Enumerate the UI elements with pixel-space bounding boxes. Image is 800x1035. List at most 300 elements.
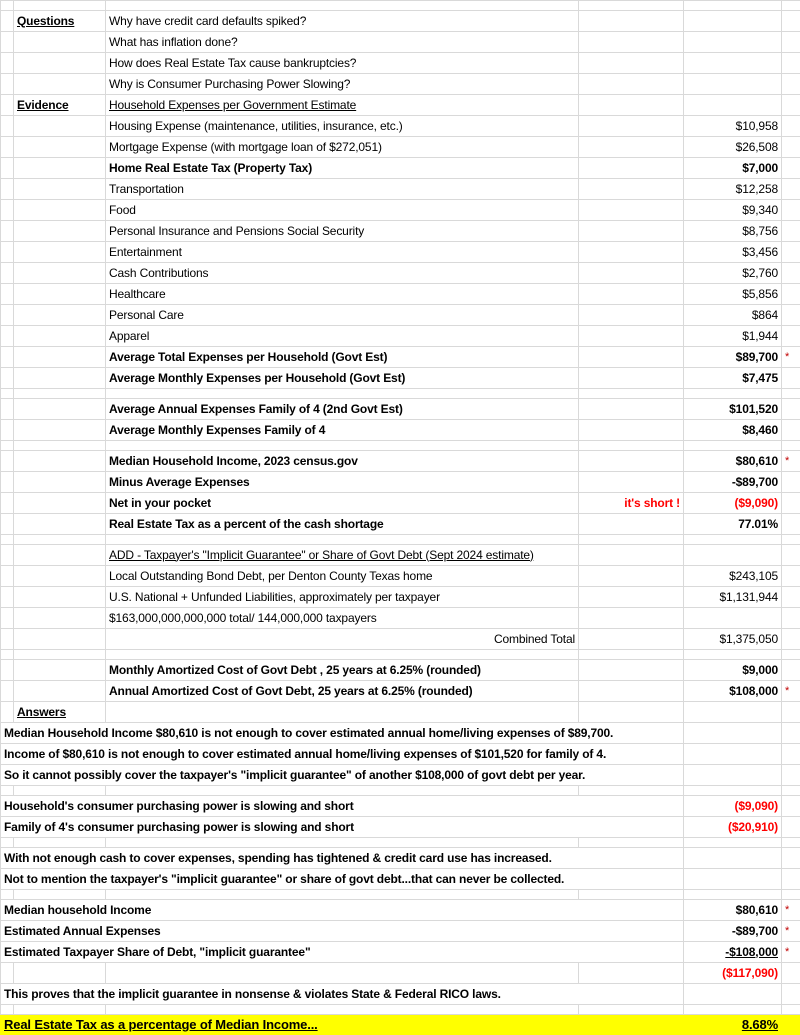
empty-cell[interactable]	[106, 441, 579, 451]
expense-label[interactable]: Cash Contributions	[106, 263, 579, 284]
empty-cell[interactable]	[1, 326, 14, 347]
empty-cell[interactable]	[684, 535, 782, 545]
empty-cell[interactable]	[1, 242, 14, 263]
empty-cell[interactable]	[782, 53, 800, 74]
empty-cell[interactable]	[1, 545, 14, 566]
empty-cell[interactable]	[782, 11, 800, 32]
empty-cell[interactable]	[579, 702, 684, 723]
empty-cell[interactable]	[782, 242, 800, 263]
question-text[interactable]: What has inflation done?	[106, 32, 579, 53]
empty-cell[interactable]	[684, 53, 782, 74]
empty-cell[interactable]	[579, 200, 684, 221]
empty-cell[interactable]	[782, 1015, 800, 1035]
empty-cell[interactable]	[782, 765, 800, 786]
empty-cell[interactable]	[106, 535, 579, 545]
empty-cell[interactable]	[14, 441, 106, 451]
empty-cell[interactable]	[1, 681, 14, 702]
empty-cell[interactable]	[684, 11, 782, 32]
summary-value[interactable]: $80,610	[684, 451, 782, 472]
empty-cell[interactable]	[14, 890, 106, 900]
conclusion-text[interactable]: This proves that the implicit guarantee in nonsense & violates State & Federal RICO laws.	[1, 984, 684, 1005]
empty-cell[interactable]	[579, 242, 684, 263]
empty-cell[interactable]	[14, 838, 106, 848]
empty-cell[interactable]	[782, 848, 800, 869]
empty-cell[interactable]	[1, 566, 14, 587]
empty-cell[interactable]	[782, 74, 800, 95]
empty-cell[interactable]	[579, 263, 684, 284]
spacer-row	[1, 890, 800, 900]
empty-cell[interactable]	[579, 1005, 684, 1015]
empty-cell[interactable]	[782, 221, 800, 242]
empty-cell[interactable]	[579, 284, 684, 305]
shortfall-value[interactable]: ($9,090)	[684, 493, 782, 514]
empty-cell[interactable]	[579, 179, 684, 200]
expense-row	[1, 221, 800, 242]
answer-text[interactable]: Median Household Income $80,610 is not enough to cover estimated annual home/living expenses of $89,700.	[1, 723, 684, 744]
empty-cell[interactable]	[1, 116, 14, 137]
empty-cell[interactable]	[579, 399, 684, 420]
empty-cell[interactable]	[782, 179, 800, 200]
empty-cell[interactable]	[684, 1005, 782, 1015]
summary-label[interactable]: Estimated Taxpayer Share of Debt, "implicit guarantee"	[1, 942, 684, 963]
section-label-questions[interactable]: Questions	[14, 11, 106, 32]
summary-label[interactable]: Average Annual Expenses Family of 4 (2nd Govt Est)	[106, 399, 579, 420]
empty-cell[interactable]	[1, 200, 14, 221]
empty-cell[interactable]	[579, 221, 684, 242]
empty-cell[interactable]	[782, 545, 800, 566]
empty-cell[interactable]	[1, 1, 14, 11]
empty-cell[interactable]	[579, 535, 684, 545]
expense-label[interactable]: Entertainment	[106, 242, 579, 263]
expense-value[interactable]: $7,000	[684, 158, 782, 179]
empty-cell[interactable]	[14, 650, 106, 660]
expense-label[interactable]: Healthcare	[106, 284, 579, 305]
empty-cell[interactable]	[782, 158, 800, 179]
asterisk-note[interactable]: *	[782, 900, 800, 921]
empty-cell[interactable]	[684, 984, 782, 1005]
empty-cell[interactable]	[14, 629, 106, 650]
summary-value[interactable]: $7,475	[684, 368, 782, 389]
empty-cell[interactable]	[579, 963, 684, 984]
summary-value[interactable]: 77.01%	[684, 514, 782, 535]
empty-cell[interactable]	[1, 32, 14, 53]
empty-cell[interactable]	[782, 890, 800, 900]
empty-cell[interactable]	[684, 545, 782, 566]
expense-value[interactable]: $2,760	[684, 263, 782, 284]
question-row	[1, 74, 800, 95]
empty-cell[interactable]	[1, 587, 14, 608]
empty-cell[interactable]	[1, 284, 14, 305]
asterisk-note[interactable]: *	[782, 921, 800, 942]
debt-label[interactable]: U.S. National + Unfunded Liabilities, approximately per taxpayer	[106, 587, 579, 608]
empty-cell[interactable]	[14, 53, 106, 74]
empty-cell[interactable]	[14, 32, 106, 53]
expense-value[interactable]: $1,944	[684, 326, 782, 347]
empty-cell[interactable]	[684, 765, 782, 786]
empty-cell[interactable]	[782, 566, 800, 587]
empty-cell[interactable]	[106, 963, 579, 984]
summary-value[interactable]: -$89,700	[684, 921, 782, 942]
summary-label[interactable]: Average Total Expenses per Household (Govt Est)	[106, 347, 579, 368]
empty-cell[interactable]	[14, 326, 106, 347]
empty-cell[interactable]	[14, 347, 106, 368]
empty-cell[interactable]	[1, 74, 14, 95]
empty-cell[interactable]	[579, 116, 684, 137]
empty-cell[interactable]	[14, 587, 106, 608]
empty-cell[interactable]	[14, 472, 106, 493]
expense-value[interactable]: $9,340	[684, 200, 782, 221]
empty-cell[interactable]	[782, 744, 800, 765]
empty-cell[interactable]	[684, 890, 782, 900]
empty-cell[interactable]	[579, 514, 684, 535]
empty-cell[interactable]	[782, 1005, 800, 1015]
empty-cell[interactable]	[782, 32, 800, 53]
empty-cell[interactable]	[579, 347, 684, 368]
empty-cell[interactable]	[782, 514, 800, 535]
summary-label[interactable]: Real Estate Tax as a percent of the cash shortage	[106, 514, 579, 535]
empty-cell[interactable]	[579, 451, 684, 472]
empty-cell[interactable]	[14, 284, 106, 305]
empty-cell[interactable]	[579, 389, 684, 399]
expense-label[interactable]: Home Real Estate Tax (Property Tax)	[106, 158, 579, 179]
empty-cell[interactable]	[782, 587, 800, 608]
empty-cell[interactable]	[14, 566, 106, 587]
expense-label[interactable]: Mortgage Expense (with mortgage loan of $272,051)	[106, 137, 579, 158]
debt-label[interactable]: $163,000,000,000,000 total/ 144,000,000 taxpayers	[106, 608, 579, 629]
empty-cell[interactable]	[782, 869, 800, 890]
empty-cell[interactable]	[579, 158, 684, 179]
empty-cell[interactable]	[782, 389, 800, 399]
empty-cell[interactable]	[106, 838, 579, 848]
empty-cell[interactable]	[106, 389, 579, 399]
income-row	[1, 472, 800, 493]
empty-cell[interactable]	[684, 869, 782, 890]
empty-cell[interactable]	[1, 389, 14, 399]
empty-cell[interactable]	[684, 1, 782, 11]
empty-cell[interactable]	[1, 890, 14, 900]
empty-cell[interactable]	[1, 1005, 14, 1015]
combined-total-label[interactable]: Combined Total	[106, 629, 579, 650]
empty-cell[interactable]	[14, 660, 106, 681]
summary-label[interactable]: Estimated Annual Expenses	[1, 921, 684, 942]
asterisk-note[interactable]: *	[782, 681, 800, 702]
empty-cell[interactable]	[14, 681, 106, 702]
asterisk-note[interactable]: *	[782, 942, 800, 963]
spacer-row	[1, 1005, 800, 1015]
empty-cell[interactable]	[782, 817, 800, 838]
empty-cell[interactable]	[14, 200, 106, 221]
note-row	[1, 869, 800, 890]
summary-value[interactable]: $101,520	[684, 399, 782, 420]
empty-cell[interactable]	[684, 723, 782, 744]
empty-cell[interactable]	[1, 53, 14, 74]
empty-cell[interactable]	[106, 890, 579, 900]
debt-row	[1, 629, 800, 650]
section-label-evidence[interactable]: Evidence	[14, 95, 106, 116]
empty-cell[interactable]	[782, 441, 800, 451]
shortfall-value[interactable]: ($20,910)	[684, 817, 782, 838]
empty-cell[interactable]	[684, 74, 782, 95]
empty-cell[interactable]	[14, 451, 106, 472]
empty-cell[interactable]	[14, 493, 106, 514]
expense-value[interactable]: $26,508	[684, 137, 782, 158]
empty-cell[interactable]	[579, 95, 684, 116]
answer-text[interactable]: Family of 4's consumer purchasing power is slowing and short	[1, 817, 684, 838]
empty-cell[interactable]	[1, 451, 14, 472]
asterisk-note[interactable]: *	[782, 451, 800, 472]
expense-label[interactable]: Personal Insurance and Pensions Social Security	[106, 221, 579, 242]
empty-cell[interactable]	[14, 158, 106, 179]
summary-value[interactable]: -$108,000	[684, 942, 782, 963]
empty-cell[interactable]	[14, 1005, 106, 1015]
expense-label[interactable]: Housing Expense (maintenance, utilities, insurance, etc.)	[106, 116, 579, 137]
debt-label[interactable]: Local Outstanding Bond Debt, per Denton County Texas home	[106, 566, 579, 587]
empty-cell[interactable]	[579, 566, 684, 587]
empty-cell[interactable]	[782, 786, 800, 796]
empty-cell[interactable]	[14, 389, 106, 399]
expense-row	[1, 305, 800, 326]
empty-cell[interactable]	[1, 629, 14, 650]
summary-label[interactable]: Minus Average Expenses	[106, 472, 579, 493]
empty-cell[interactable]	[1, 137, 14, 158]
empty-cell[interactable]	[782, 723, 800, 744]
empty-cell[interactable]	[782, 368, 800, 389]
empty-cell[interactable]	[106, 1005, 579, 1015]
empty-cell[interactable]	[1, 305, 14, 326]
empty-cell[interactable]	[14, 368, 106, 389]
empty-cell[interactable]	[684, 744, 782, 765]
evidence-header[interactable]: Household Expenses per Government Estimate	[106, 95, 579, 116]
empty-cell[interactable]	[1, 535, 14, 545]
empty-cell[interactable]	[1, 263, 14, 284]
note-text[interactable]: With not enough cash to cover expenses, spending has tightened & credit card use has increased.	[1, 848, 684, 869]
empty-cell[interactable]	[579, 608, 684, 629]
empty-cell[interactable]	[1, 158, 14, 179]
asterisk-note[interactable]: *	[782, 347, 800, 368]
empty-cell[interactable]	[106, 650, 579, 660]
empty-cell[interactable]	[782, 493, 800, 514]
empty-cell[interactable]	[684, 32, 782, 53]
empty-cell[interactable]	[782, 984, 800, 1005]
summary-label[interactable]: Median household Income	[1, 900, 684, 921]
empty-cell[interactable]	[579, 472, 684, 493]
summary-label[interactable]: Annual Amortized Cost of Govt Debt, 25 years at 6.25% (rounded)	[106, 681, 579, 702]
empty-cell[interactable]	[1, 472, 14, 493]
summary-value[interactable]: $89,700	[684, 347, 782, 368]
empty-cell[interactable]	[1, 838, 14, 848]
empty-cell[interactable]	[579, 838, 684, 848]
expense-value[interactable]: $12,258	[684, 179, 782, 200]
empty-cell[interactable]	[782, 963, 800, 984]
summary-value[interactable]: $80,610	[684, 900, 782, 921]
empty-cell[interactable]	[782, 796, 800, 817]
note-row	[1, 848, 800, 869]
empty-cell[interactable]	[106, 786, 579, 796]
highlight-label[interactable]: Real Estate Tax as a percentage of Median Income...	[1, 1015, 684, 1035]
summary-label[interactable]: Net in your pocket	[106, 493, 579, 514]
empty-cell[interactable]	[782, 137, 800, 158]
empty-cell[interactable]	[1, 95, 14, 116]
empty-cell[interactable]	[14, 535, 106, 545]
empty-cell[interactable]	[782, 702, 800, 723]
empty-cell[interactable]	[1, 660, 14, 681]
empty-cell[interactable]	[14, 514, 106, 535]
empty-cell[interactable]	[579, 368, 684, 389]
empty-cell[interactable]	[14, 116, 106, 137]
empty-cell[interactable]	[14, 608, 106, 629]
empty-cell[interactable]	[782, 305, 800, 326]
empty-cell[interactable]	[579, 420, 684, 441]
empty-cell[interactable]	[106, 702, 579, 723]
debt-value[interactable]: $243,105	[684, 566, 782, 587]
empty-cell[interactable]	[579, 545, 684, 566]
empty-cell[interactable]	[684, 608, 782, 629]
empty-cell[interactable]	[782, 629, 800, 650]
empty-cell[interactable]	[1, 420, 14, 441]
empty-cell[interactable]	[1, 786, 14, 796]
empty-cell[interactable]	[1, 608, 14, 629]
empty-cell[interactable]	[14, 399, 106, 420]
empty-cell[interactable]	[782, 535, 800, 545]
empty-cell[interactable]	[579, 650, 684, 660]
empty-cell[interactable]	[684, 786, 782, 796]
debt-section-header[interactable]: ADD - Taxpayer's "Implicit Guarantee" or Share of Govt Debt (Sept 2024 estimate)	[106, 545, 579, 566]
empty-cell[interactable]	[14, 420, 106, 441]
empty-cell[interactable]	[14, 242, 106, 263]
empty-cell[interactable]	[684, 848, 782, 869]
expense-label[interactable]: Transportation	[106, 179, 579, 200]
empty-cell[interactable]	[1, 514, 14, 535]
empty-cell[interactable]	[1, 650, 14, 660]
section-label-answers[interactable]: Answers	[14, 702, 106, 723]
empty-cell[interactable]	[579, 681, 684, 702]
empty-cell[interactable]	[579, 890, 684, 900]
shortfall-value[interactable]: ($9,090)	[684, 796, 782, 817]
empty-cell[interactable]	[1, 11, 14, 32]
empty-cell[interactable]	[579, 53, 684, 74]
summary-value[interactable]: -$89,700	[684, 472, 782, 493]
empty-cell[interactable]	[14, 263, 106, 284]
empty-cell[interactable]	[579, 660, 684, 681]
empty-cell[interactable]	[1, 493, 14, 514]
empty-cell[interactable]	[1, 368, 14, 389]
empty-cell[interactable]	[14, 137, 106, 158]
answer-text[interactable]: Household's consumer purchasing power is slowing and short	[1, 796, 684, 817]
empty-cell[interactable]	[14, 179, 106, 200]
empty-cell[interactable]	[684, 650, 782, 660]
empty-cell[interactable]	[782, 420, 800, 441]
expense-label[interactable]: Food	[106, 200, 579, 221]
total-row	[1, 399, 800, 420]
expense-value[interactable]: $8,756	[684, 221, 782, 242]
empty-cell[interactable]	[782, 116, 800, 137]
empty-cell[interactable]	[782, 95, 800, 116]
empty-cell[interactable]	[782, 200, 800, 221]
summary-label[interactable]: Median Household Income, 2023 census.gov	[106, 451, 579, 472]
amortized-row	[1, 660, 800, 681]
empty-cell[interactable]	[579, 32, 684, 53]
summary-value[interactable]: $108,000	[684, 681, 782, 702]
expense-label[interactable]: Personal Care	[106, 305, 579, 326]
empty-cell[interactable]	[782, 399, 800, 420]
empty-cell[interactable]	[684, 838, 782, 848]
empty-cell[interactable]	[14, 963, 106, 984]
empty-cell[interactable]	[579, 587, 684, 608]
empty-cell[interactable]	[782, 838, 800, 848]
highlight-value[interactable]: 8.68%	[684, 1015, 782, 1035]
empty-cell[interactable]	[684, 702, 782, 723]
note-text[interactable]: Not to mention the taxpayer's "implicit guarantee" or share of govt debt...that can never be collected.	[1, 869, 684, 890]
spacer-row	[1, 650, 800, 660]
summary-value[interactable]: $8,460	[684, 420, 782, 441]
question-text[interactable]: How does Real Estate Tax cause bankruptcies?	[106, 53, 579, 74]
empty-cell[interactable]	[14, 305, 106, 326]
summary-label[interactable]: Average Monthly Expenses Family of 4	[106, 420, 579, 441]
empty-cell[interactable]	[579, 305, 684, 326]
empty-cell[interactable]	[14, 74, 106, 95]
question-text[interactable]: Why is Consumer Purchasing Power Slowing?	[106, 74, 579, 95]
answer-text[interactable]: So it cannot possibly cover the taxpayer's "implicit guarantee" of another $108,000 of govt debt per year.	[1, 765, 684, 786]
expense-label[interactable]: Apparel	[106, 326, 579, 347]
combined-total-value[interactable]: $1,375,050	[684, 629, 782, 650]
shortfall-note[interactable]: it's short !	[579, 493, 684, 514]
empty-cell[interactable]	[782, 660, 800, 681]
empty-cell[interactable]	[579, 629, 684, 650]
empty-cell[interactable]	[14, 545, 106, 566]
empty-cell[interactable]	[579, 11, 684, 32]
empty-cell[interactable]	[1, 963, 14, 984]
empty-cell[interactable]	[1, 179, 14, 200]
question-text[interactable]: Why have credit card defaults spiked?	[106, 11, 579, 32]
empty-cell[interactable]	[684, 389, 782, 399]
empty-cell[interactable]	[782, 472, 800, 493]
summary-label[interactable]: Monthly Amortized Cost of Govt Debt , 25 years at 6.25% (rounded)	[106, 660, 579, 681]
empty-cell[interactable]	[684, 95, 782, 116]
empty-cell[interactable]	[14, 786, 106, 796]
empty-cell[interactable]	[782, 326, 800, 347]
expense-value[interactable]: $864	[684, 305, 782, 326]
empty-cell[interactable]	[579, 74, 684, 95]
expense-value[interactable]: $3,456	[684, 242, 782, 263]
empty-cell[interactable]	[579, 441, 684, 451]
empty-cell[interactable]	[684, 441, 782, 451]
empty-cell[interactable]	[1, 399, 14, 420]
debt-value[interactable]: $1,131,944	[684, 587, 782, 608]
empty-cell[interactable]	[579, 326, 684, 347]
summary-label[interactable]: Average Monthly Expenses per Household (Govt Est)	[106, 368, 579, 389]
empty-cell[interactable]	[1, 702, 14, 723]
empty-cell[interactable]	[579, 137, 684, 158]
empty-cell[interactable]	[579, 1, 684, 11]
empty-cell[interactable]	[782, 284, 800, 305]
empty-cell[interactable]	[1, 221, 14, 242]
empty-cell[interactable]	[579, 786, 684, 796]
empty-cell[interactable]	[1, 347, 14, 368]
answer-text[interactable]: Income of $80,610 is not enough to cover estimated annual home/living expenses of $101,520 for family of 4.	[1, 744, 684, 765]
empty-cell[interactable]	[782, 263, 800, 284]
empty-cell[interactable]	[782, 608, 800, 629]
empty-cell[interactable]	[14, 221, 106, 242]
expense-value[interactable]: $5,856	[684, 284, 782, 305]
empty-cell[interactable]	[782, 1, 800, 11]
empty-cell[interactable]	[106, 1, 579, 11]
empty-cell[interactable]	[782, 650, 800, 660]
shortfall-value[interactable]: ($117,090)	[684, 963, 782, 984]
expense-value[interactable]: $10,958	[684, 116, 782, 137]
empty-cell[interactable]	[1, 441, 14, 451]
empty-cell[interactable]	[14, 1, 106, 11]
summary-value[interactable]: $9,000	[684, 660, 782, 681]
